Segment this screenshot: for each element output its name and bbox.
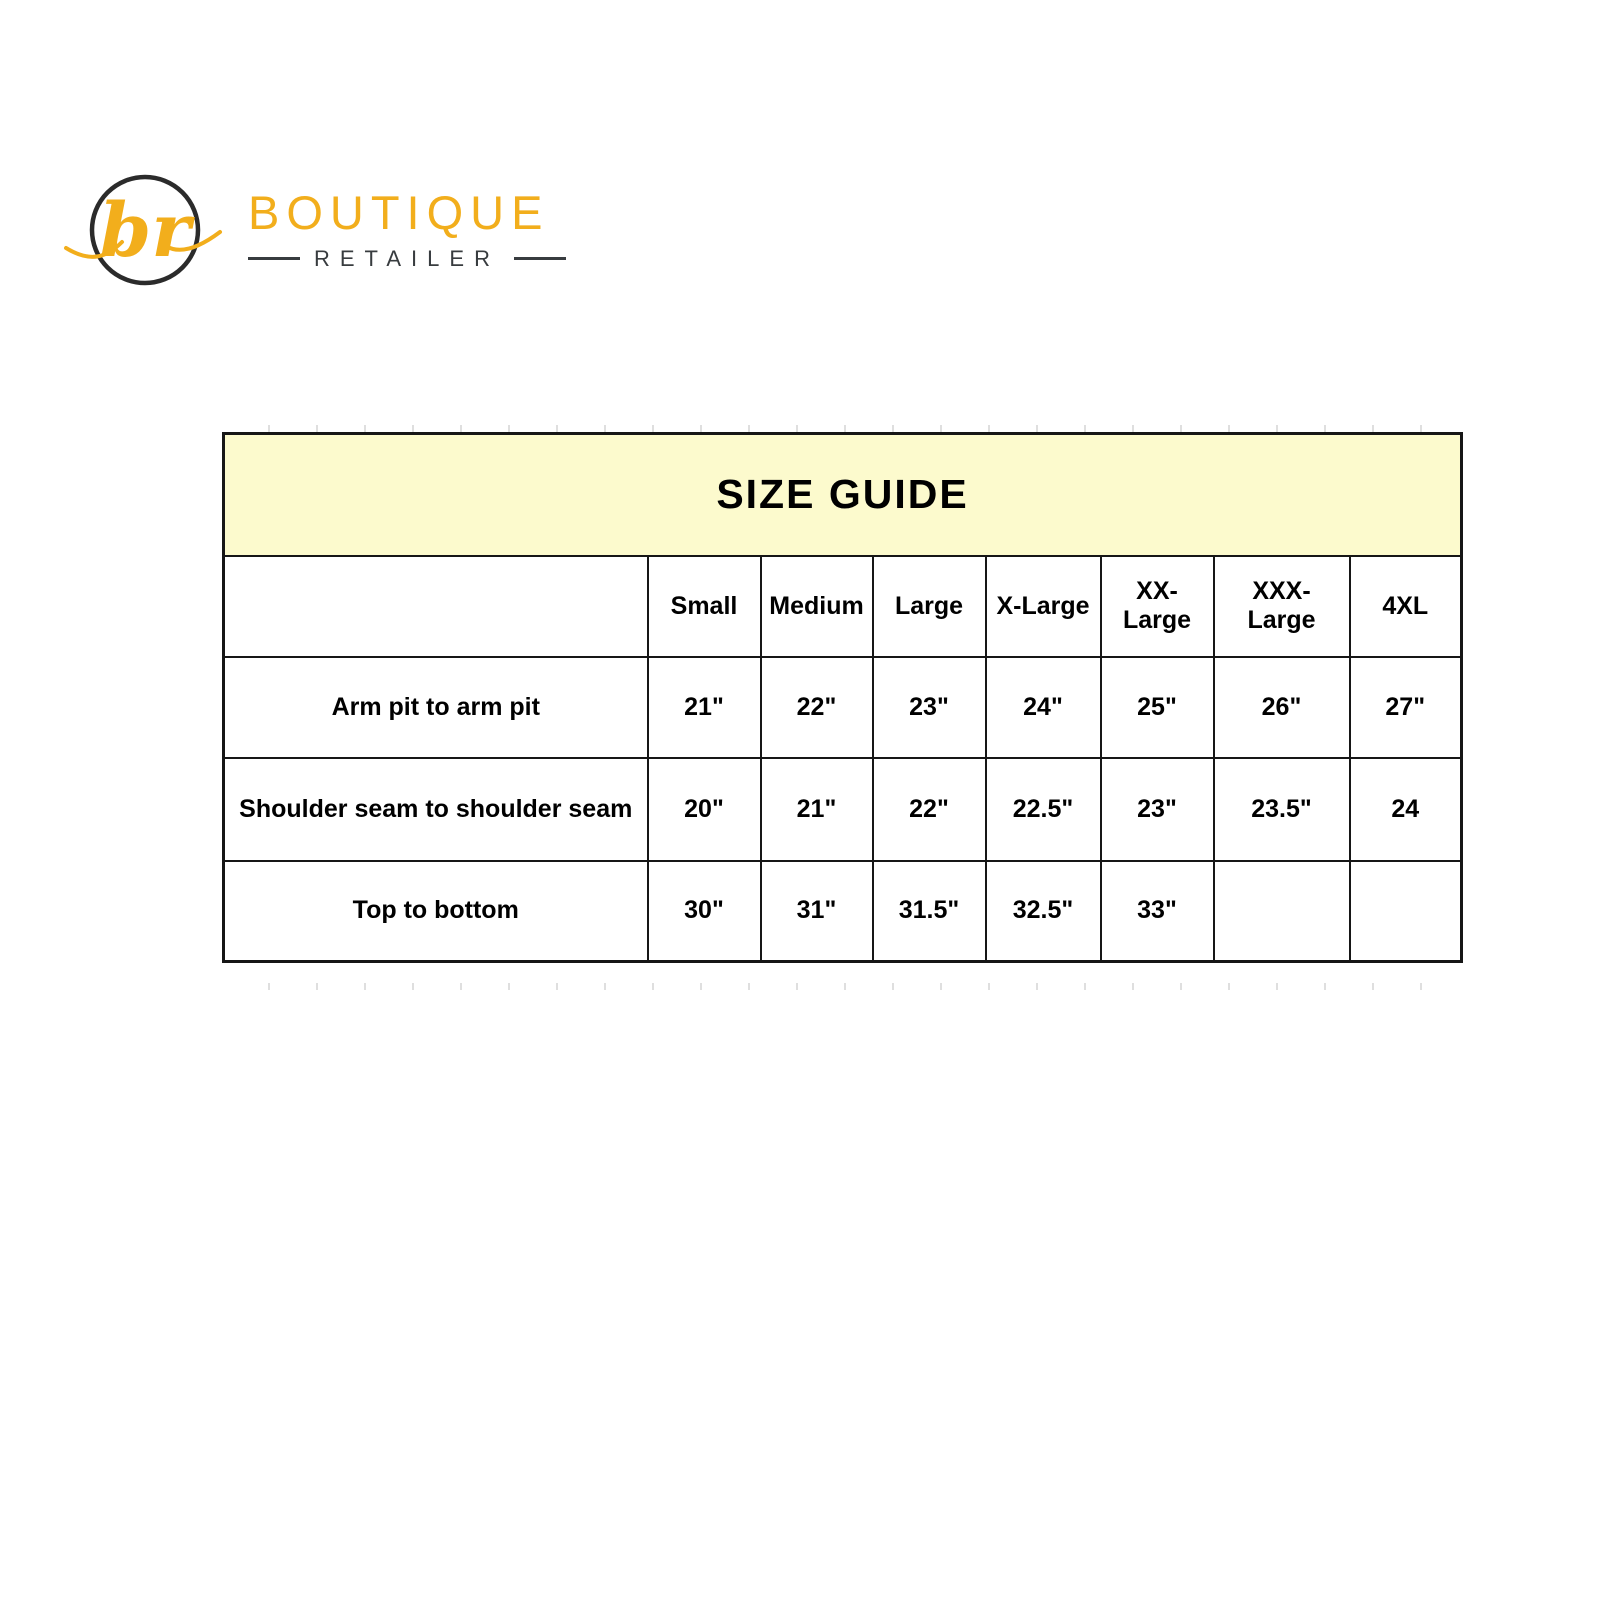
cell: 20"	[648, 758, 761, 861]
brand-monogram-circle	[62, 168, 224, 292]
column-header-xx-large: XX-Large	[1101, 556, 1214, 657]
column-header-4xl: 4XL	[1350, 556, 1462, 657]
cell: 21"	[648, 657, 761, 758]
size-header-row	[224, 556, 1462, 657]
subtitle-dash-right	[514, 257, 566, 260]
column-header-small: Small	[648, 556, 761, 657]
brand-subtitle	[248, 246, 566, 272]
cell: 22.5"	[986, 758, 1101, 861]
column-header-x-large: X-Large	[986, 556, 1101, 657]
cell: 21"	[761, 758, 873, 861]
cell: 26"	[1214, 657, 1350, 758]
size-guide	[222, 432, 1463, 963]
brand-logo	[62, 168, 566, 292]
cell	[1350, 861, 1462, 962]
cell: 30"	[648, 861, 761, 962]
cell: 27"	[1350, 657, 1462, 758]
cell: 23"	[1101, 758, 1214, 861]
size-guide-title-row	[224, 434, 1462, 556]
cell: 31.5"	[873, 861, 986, 962]
column-header-medium: Medium	[761, 556, 873, 657]
brand-monogram: br	[99, 188, 191, 274]
brand-wordmark	[248, 188, 566, 271]
cell: 24	[1350, 758, 1462, 861]
cell: 25"	[1101, 657, 1214, 758]
size-guide-title: SIZE GUIDE	[224, 434, 1462, 556]
cell: 23"	[873, 657, 986, 758]
column-header-large: Large	[873, 556, 986, 657]
gridline-ticks-bottom	[222, 983, 1460, 990]
row-label: Arm pit to arm pit	[224, 657, 648, 758]
cell: 33"	[1101, 861, 1214, 962]
cell: 22"	[873, 758, 986, 861]
subtitle-dash-left	[248, 257, 300, 260]
cell	[1214, 861, 1350, 962]
row-label: Top to bottom	[224, 861, 648, 962]
corner-cell	[224, 556, 648, 657]
row-label: Shoulder seam to shoulder seam	[224, 758, 648, 861]
size-guide-table	[222, 432, 1463, 963]
cell: 22"	[761, 657, 873, 758]
cell: 24"	[986, 657, 1101, 758]
column-header-xxx-large: XXX-Large	[1214, 556, 1350, 657]
cell: 23.5"	[1214, 758, 1350, 861]
table-row-armpit	[224, 657, 1462, 758]
cell: 32.5"	[986, 861, 1101, 962]
cell: 31"	[761, 861, 873, 962]
brand-subtitle-text: RETAILER	[314, 245, 500, 271]
brand-name: BOUTIQUE	[248, 186, 550, 240]
table-row-shoulder	[224, 758, 1462, 861]
monogram-graphic	[62, 168, 224, 292]
gridline-ticks-top	[222, 425, 1460, 432]
table-row-top-to-bottom	[224, 861, 1462, 962]
